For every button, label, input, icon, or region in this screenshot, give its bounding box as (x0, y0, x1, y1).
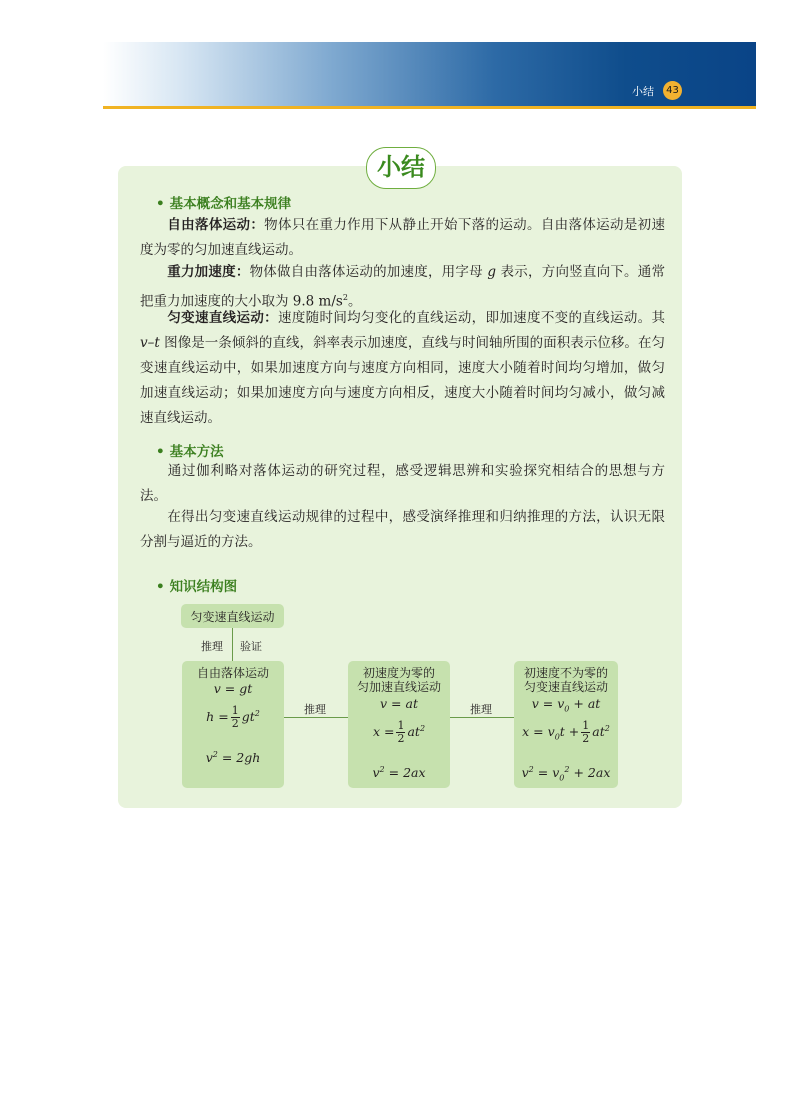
section-heading-concepts (156, 192, 291, 212)
term-uniform-variable-motion: 匀变速直线运动： (167, 310, 278, 326)
exponent: 2 (342, 293, 348, 302)
formula-v2-2gh: $v^2 = 2gh$ (205, 750, 261, 766)
paragraph-text: 速度随时间均匀变化的直线运动，即加速度不变的直线运动。其 (278, 310, 665, 326)
diagram-box-uniform-accel-zero-v0 (348, 661, 450, 788)
arrow-label-reasoning-2: 推理 (470, 703, 492, 716)
page-number: 43 (663, 81, 682, 100)
paragraph-uniform-variable (140, 306, 665, 431)
term-free-fall: 自由落体运动： (167, 217, 265, 233)
diagram-box-uniform-variable-nonzero-v0 (514, 661, 618, 788)
section-heading-structure (156, 575, 237, 595)
bullet-icon: • (156, 196, 165, 212)
paragraph-method-1 (140, 459, 665, 509)
diagram-box-free-fall (182, 661, 284, 788)
paragraph-text: 通过伽利略对落体运动的研究过程，感受逻辑思辨和实验探究相结合的思想与方法。 (140, 463, 665, 504)
connector-vertical (232, 628, 233, 661)
section-heading-methods (156, 440, 224, 460)
section-heading-text: 基本方法 (169, 444, 224, 460)
paragraph-end: 。 (347, 293, 362, 310)
formula-v2-v02-2ax: $v^2 = v_0^2 + 2ax$ (521, 765, 611, 783)
connector-2 (450, 717, 514, 718)
paragraph-text: 图像是一条倾斜的直线，斜率表示加速度，直线与时间轴所围的面积表示位移。在匀变速直线运动中，如果加速度方向与速度方向相同，速度大小随着时间均匀增加，做匀加速直线运动；如果加速度方向与速度方向相反，速度大小随着时间均匀减小，做匀减速直线运动。 (140, 335, 666, 426)
header-band (103, 42, 756, 106)
paragraph-method-2 (140, 505, 665, 555)
box-title-line2: 匀加速直线运动 (356, 680, 441, 694)
formula-h-half-gt2: h = $\frac{1}{2}$ $gt^2$ (206, 704, 260, 730)
formula-v-v0-at: $v = v_0$ + at (531, 696, 601, 714)
bullet-icon: • (156, 444, 165, 460)
section-heading-text: 基本概念和基本规律 (169, 196, 292, 212)
formula-v-gt: v = gt (213, 681, 253, 696)
header-rule (103, 106, 756, 109)
paragraph-text: 物体只在重力作用下从静止开始下落的运动。自由落体运动是初速度为零的匀加速直线运动。 (140, 217, 666, 258)
connector-1 (284, 717, 348, 718)
box-label: 匀变速直线运动 (190, 610, 275, 624)
header-chapter-label: 小结 (632, 85, 654, 98)
bullet-icon: • (156, 579, 165, 595)
formula-x-half-at2: x = $\frac{1}{2}$ $at^2$ (372, 719, 426, 745)
box-title: 自由落体运动 (196, 666, 269, 680)
formula-v2-2ax: $v^2 = 2ax$ (372, 765, 426, 781)
arrow-label-reasoning-1: 推理 (304, 703, 326, 716)
formula-x-v0t-half-at2: $x = v_0t$ + $\frac{1}{2}$ $at^2$ (522, 719, 610, 745)
box-title-line2: 匀变速直线运动 (523, 680, 608, 694)
paragraph-text: 表示，方向竖直向下。通常把重力加速度的大小取为 9.8 m/s (140, 264, 665, 310)
page-title: 小结 (366, 147, 436, 189)
term-gravity-acceleration: 重力加速度： (167, 264, 250, 280)
link-label-reasoning: 推理 (201, 640, 223, 653)
section-heading-text: 知识结构图 (169, 579, 238, 595)
diagram-box-uniform-motion (181, 604, 284, 628)
box-title-line1: 初速度不为零的 (523, 666, 608, 680)
paragraph-text: 物体做自由落体运动的加速度，用字母 (249, 264, 483, 280)
variable-g: g (487, 264, 497, 280)
paragraph-free-fall (140, 213, 665, 263)
formula-v-at: v = at (380, 696, 418, 711)
box-title-line1: 初速度为零的 (362, 666, 435, 680)
link-label-verification: 验证 (240, 640, 262, 653)
paragraph-text: 在得出匀变速直线运动规律的过程中，感受演绎推理和归纳推理的方法，认识无限分割与逼近的方法。 (140, 509, 665, 550)
variable-vt: v–t (140, 335, 160, 351)
